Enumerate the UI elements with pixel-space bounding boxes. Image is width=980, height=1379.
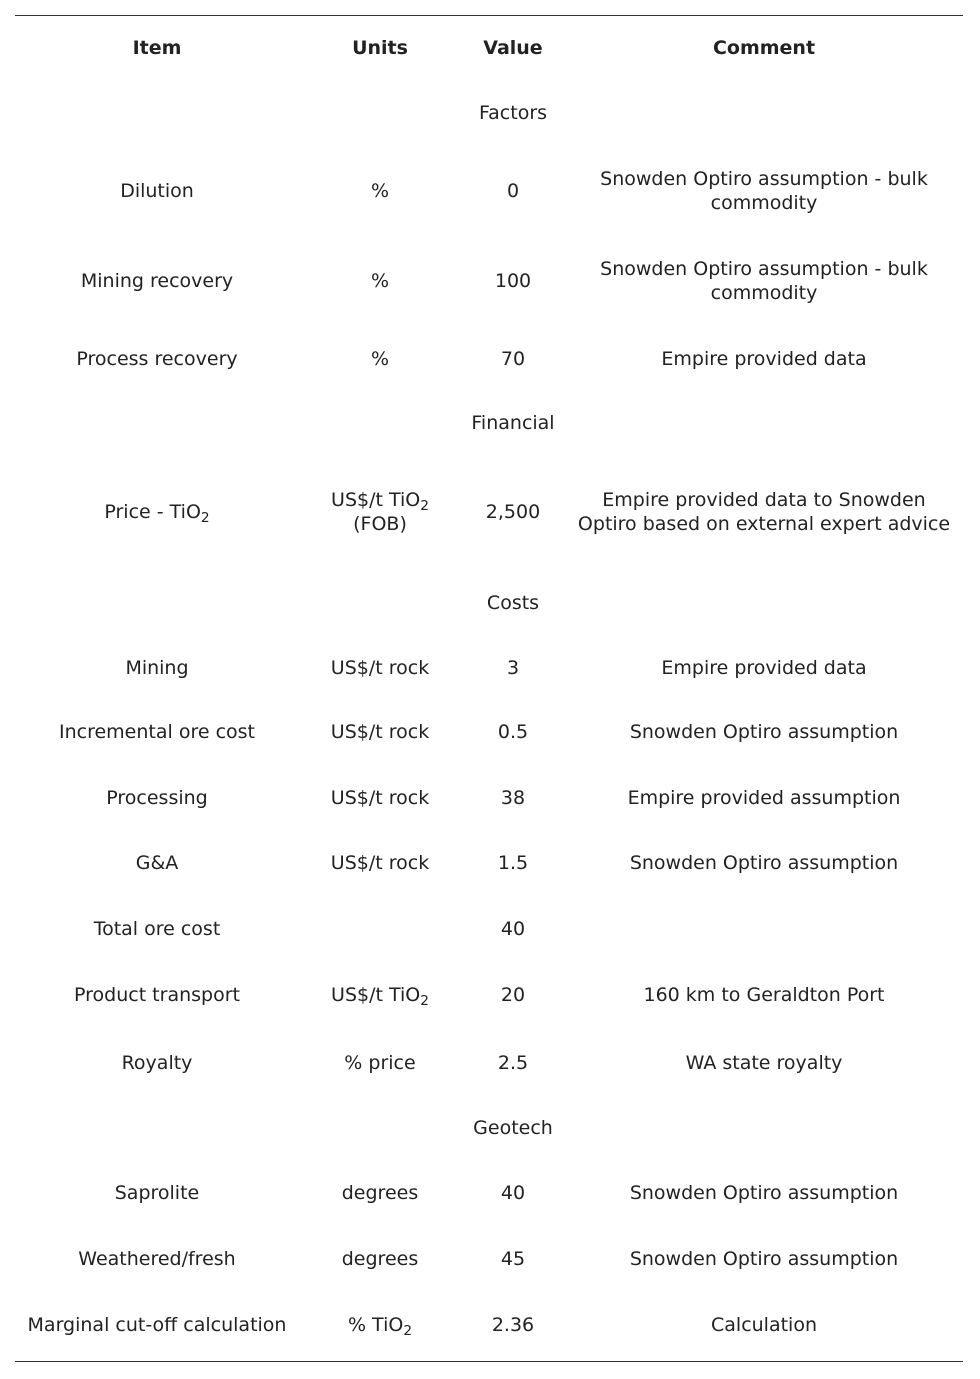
comment-cell <box>565 1173 963 1213</box>
comment-text: Empire provided data to Snowden Optiro based on external expert advice <box>577 489 951 535</box>
header-value: Value <box>483 37 543 59</box>
comment-text: 160 km to Geraldton Port <box>643 984 885 1006</box>
comment-text: Snowden Optiro assumption <box>629 1248 899 1270</box>
table-row <box>15 339 963 379</box>
units-cell: degrees <box>341 1248 419 1270</box>
units-text: % TiO <box>347 1314 404 1336</box>
units-cell: US$/t rock <box>330 721 430 743</box>
comment-text: WA state royalty <box>685 1052 843 1074</box>
header-units: Units <box>352 37 408 59</box>
units-cell: US$/t rock <box>330 657 430 679</box>
units-subscript: 2 <box>403 1323 413 1340</box>
units-cell <box>299 474 461 550</box>
section-label: Factors <box>478 102 548 124</box>
section-factors <box>15 93 963 133</box>
value-cell: 40 <box>500 918 526 940</box>
section-costs <box>15 583 963 623</box>
units-text: US$/t TiO <box>331 489 421 511</box>
comment-cell <box>565 843 963 883</box>
comment-text: Snowden Optiro assumption - bulk commodity <box>600 168 928 214</box>
item-cell: Processing <box>106 787 208 809</box>
comment-cell <box>565 778 963 818</box>
table-row <box>15 909 963 949</box>
comment-cell <box>565 1043 963 1083</box>
section-label: Costs <box>486 592 540 614</box>
units-cell: US$/t rock <box>330 852 430 874</box>
comment-text: Snowden Optiro assumption <box>629 1182 899 1204</box>
item-cell: G&A <box>135 852 179 874</box>
units-subscript: 2 <box>420 993 429 1010</box>
value-cell: 45 <box>500 1248 526 1270</box>
comment-cell <box>565 165 963 217</box>
table-row <box>15 778 963 818</box>
value-cell: 2,500 <box>485 501 541 523</box>
table-header <box>15 28 963 68</box>
units-cell <box>299 975 461 1015</box>
comment-cell <box>565 712 963 752</box>
units-cell: % <box>370 270 390 292</box>
table-row <box>15 474 963 550</box>
comment-cell <box>565 1239 963 1279</box>
item-cell: Process recovery <box>76 348 238 370</box>
units-cell <box>299 1305 461 1345</box>
units-suffix: (FOB) <box>353 513 407 535</box>
item-cell: Dilution <box>120 180 194 202</box>
comment-cell <box>565 255 963 307</box>
value-cell: 20 <box>500 984 526 1006</box>
value-cell: 2.5 <box>497 1052 529 1074</box>
comment-cell <box>565 909 963 949</box>
comment-text: Snowden Optiro assumption <box>629 852 899 874</box>
item-cell: Mining <box>125 657 189 679</box>
table-row <box>15 1305 963 1345</box>
item-cell: Royalty <box>121 1052 193 1074</box>
item-cell: Total ore cost <box>93 918 221 940</box>
item-text: Price - TiO <box>104 501 201 523</box>
value-cell: 40 <box>500 1182 526 1204</box>
table-row <box>15 712 963 752</box>
header-comment: Comment <box>712 37 816 59</box>
value-cell: 0.5 <box>497 721 529 743</box>
units-cell <box>299 909 461 949</box>
units-cell: % <box>370 180 390 202</box>
comment-cell <box>565 975 963 1015</box>
comment-cell <box>565 339 963 379</box>
value-cell: 100 <box>494 270 532 292</box>
comment-text: Empire provided data <box>661 348 867 370</box>
value-cell: 2.36 <box>491 1314 535 1336</box>
table-row <box>15 1239 963 1279</box>
table-row <box>15 975 963 1015</box>
comment-cell <box>565 648 963 688</box>
comment-text: Snowden Optiro assumption <box>629 721 899 743</box>
units-cell: degrees <box>341 1182 419 1204</box>
table-row <box>15 255 963 307</box>
comment-cell <box>565 474 963 550</box>
item-subscript: 2 <box>200 510 210 527</box>
table-top-rule <box>15 15 963 16</box>
value-cell: 70 <box>500 348 526 370</box>
comment-cell <box>565 1305 963 1345</box>
section-label: Financial <box>471 412 555 434</box>
item-cell: Saprolite <box>114 1182 200 1204</box>
units-subscript: 2 <box>420 498 429 515</box>
table-row <box>15 648 963 688</box>
value-cell: 0 <box>506 180 520 202</box>
comment-text: Calculation <box>711 1314 817 1336</box>
units-text: US$/t TiO <box>331 984 421 1006</box>
item-cell: Incremental ore cost <box>59 721 255 743</box>
item-cell: Product transport <box>74 984 240 1006</box>
table-row <box>15 843 963 883</box>
comment-text: Empire provided data <box>661 657 867 679</box>
table-row <box>15 1173 963 1213</box>
value-cell: 3 <box>506 657 520 679</box>
value-cell: 38 <box>500 787 526 809</box>
section-label: Geotech <box>473 1117 553 1139</box>
item-cell: Mining recovery <box>80 270 234 292</box>
item-cell: Marginal cut-off calculation <box>27 1314 287 1336</box>
units-cell: % <box>370 348 390 370</box>
header-item: Item <box>132 37 182 59</box>
value-cell: 1.5 <box>497 852 529 874</box>
section-geotech <box>15 1108 963 1148</box>
units-cell: US$/t rock <box>330 787 430 809</box>
table-row <box>15 165 963 217</box>
table-bottom-rule <box>15 1361 963 1362</box>
section-financial <box>15 403 963 443</box>
item-cell: Weathered/fresh <box>78 1248 236 1270</box>
comment-text: Empire provided assumption <box>627 787 901 809</box>
item-cell <box>15 474 299 550</box>
table-row <box>15 1043 963 1083</box>
units-cell: % price <box>344 1052 416 1074</box>
comment-text: Snowden Optiro assumption - bulk commodity <box>600 258 928 304</box>
